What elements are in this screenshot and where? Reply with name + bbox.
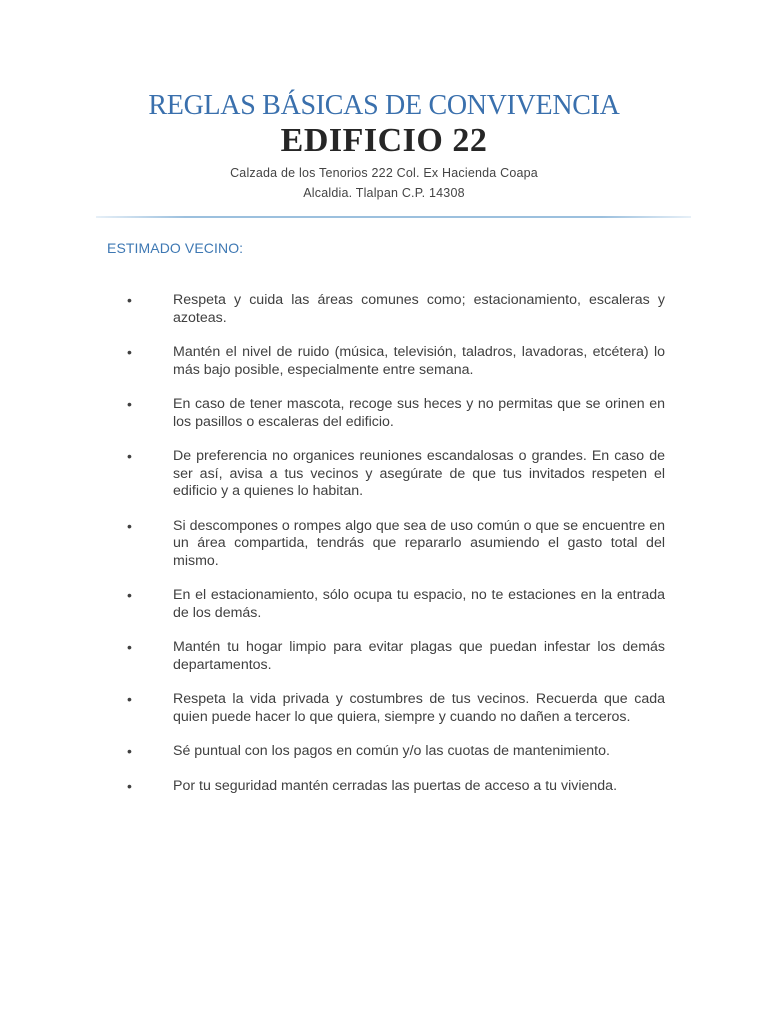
address-line-1: Calzada de los Tenorios 222 Col. Ex Hacienda Coapa	[230, 166, 538, 180]
rule-text: Por tu seguridad mantén cerradas las puertas de acceso a tu vivienda.	[173, 777, 618, 794]
bullet-icon: •	[127, 517, 132, 534]
bullet-icon: •	[127, 587, 132, 603]
list-item	[125, 691, 665, 726]
rule-text: Mantén tu hogar limpio para evitar plagas que puedan infestar los demás departamentos.	[173, 639, 665, 673]
list-item	[125, 778, 665, 796]
rule-text: Respeta la vida privada y costumbres de tus vecinos. Recuerda que cada quien puede hacer lo que quiera, siempre y cuando no dañen a terceros.	[173, 691, 665, 725]
list-item	[125, 587, 665, 622]
bullet-icon: •	[127, 743, 132, 759]
list-item	[125, 518, 665, 571]
list-item	[125, 344, 665, 379]
document-title: REGLAS BÁSICAS DE CONVIVENCIA	[148, 90, 620, 121]
list-item	[125, 743, 665, 761]
address-line-2: Alcaldia. Tlalpan C.P. 14308	[303, 186, 465, 200]
bullet-icon: •	[127, 396, 132, 412]
bullet-icon: •	[127, 691, 132, 707]
rule-text: En el estacionamiento, sólo ocupa tu espacio, no te estaciones en la entrada de los demás.	[173, 587, 665, 621]
rule-text: Respeta y cuida las áreas comunes como; estacionamiento, escaleras y azoteas.	[173, 292, 665, 326]
rule-text: Mantén el nivel de ruido (música, televisión, taladros, lavadoras, etcétera) lo más bajo posible, especialmente entre semana.	[173, 344, 665, 378]
header-divider	[96, 216, 691, 218]
rules-list	[125, 292, 665, 812]
bullet-icon: •	[127, 777, 132, 794]
list-item	[125, 396, 665, 431]
rule-text: En caso de tener mascota, recoge sus heces y no permitas que se orinen en los pasillos o escaleras del edificio.	[173, 396, 665, 430]
bullet-icon: •	[127, 292, 132, 308]
greeting: ESTIMADO VECINO:	[107, 240, 244, 256]
list-item	[125, 639, 665, 674]
rule-text: De preferencia no organices reuniones escandalosas o grandes. En caso de ser así, avisa a tus vecinos y asegúrate de que tus invitados respeten el edificio y a quienes lo habitan.	[173, 448, 665, 499]
building-name: EDIFICIO 22	[280, 122, 488, 159]
rule-text: Sé puntual con los pagos en común y/o las cuotas de mantenimiento.	[173, 743, 610, 759]
rule-text: Si descompones o rompes algo que sea de uso común o que se encuentre en un área compartida, tendrás que repararlo asumiendo el gasto total del mismo.	[173, 517, 665, 569]
bullet-icon: •	[127, 448, 132, 464]
list-item	[125, 292, 665, 327]
bullet-icon: •	[127, 344, 132, 360]
list-item	[125, 448, 665, 501]
bullet-icon: •	[127, 639, 132, 655]
